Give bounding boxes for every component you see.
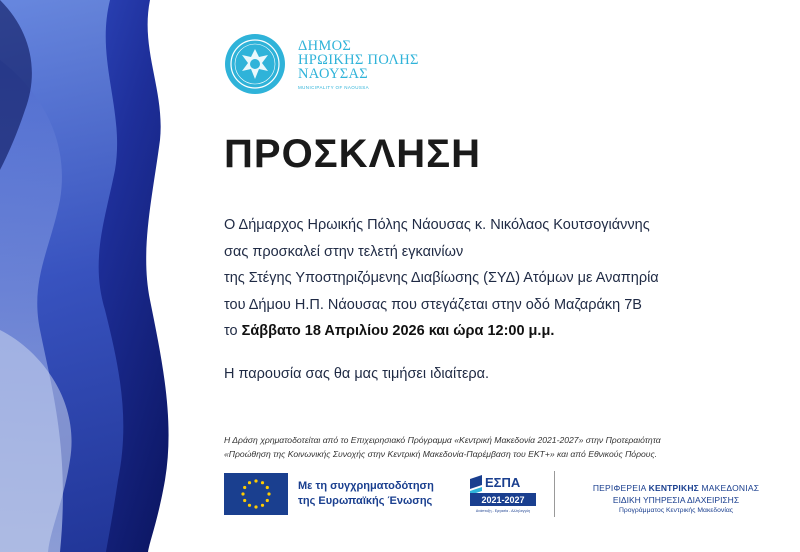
espa-tagline: Ανάπτυξη - Εργασία - Αλληλεγγύη xyxy=(475,509,531,513)
eu-cofunding-text xyxy=(298,479,434,509)
region-suffix: ΜΑΚΕΔΟΝΙΑΣ xyxy=(701,483,760,493)
region-bold: ΚΕΝΤΡΙΚΗΣ xyxy=(648,483,699,493)
funding-note-line-1: Η Δράση χρηματοδοτείται από το Επιχειρησιακό Πρόγραμμα «Κεντρική Μακεδονία 2021-2027» στην Προτεραιότητα xyxy=(224,435,661,445)
region-authority xyxy=(568,483,784,514)
managing-authority: ΕΙΔΙΚΗ ΥΠΗΡΕΣΙΑ ΔΙΑΧΕΙΡΙΣΗΣ xyxy=(612,495,740,505)
invitation-title: ΠΡΟΣΚΛΗΣΗ xyxy=(224,132,482,176)
invitation-closing: Η παρουσία σας θα μας τιμήσει ιδιαίτερα. xyxy=(224,366,490,382)
municipality-name-line-1: ΔΗΜΟΣ xyxy=(298,38,352,54)
invitation-body xyxy=(224,212,784,345)
municipality-name-line-2: ΗΡΩΙΚΗΣ ΠΟΛΗΣ xyxy=(298,52,419,68)
espa-logo xyxy=(468,473,538,515)
espa-years: 2021-2027 xyxy=(481,495,525,505)
event-date: Σάββατο 18 Απριλίου 2026 και ώρα 12:00 μ.μ. xyxy=(241,323,555,339)
region-name xyxy=(568,483,784,493)
funding-note-line-2: «Προώθηση της Κοινωνικής Συνοχής στην Κεντρική Μακεδονία-Παρέμβαση του ΕΚΤ+» και από Εθνικούς Πόρους. xyxy=(224,449,658,459)
espa-title: ΕΣΠΑ xyxy=(485,475,521,490)
invitation-line-4: του Δήμου Η.Π. Νάουσας που στεγάζεται στην οδό Μαζαράκη 7Β xyxy=(224,296,642,313)
invitation-line-3: της Στέγης Υποστηριζόμενης Διαβίωσης (ΣΥΔ) Ατόμων με Αναπηρία xyxy=(224,270,659,286)
eu-flag-icon xyxy=(224,473,288,515)
municipality-subtitle: MUNICIPALITY OF NAOUSSA xyxy=(298,85,370,90)
municipality-logo xyxy=(224,33,474,95)
funding-logos-footer xyxy=(224,471,784,517)
municipality-name-line-3: ΝΑΟΥΣΑΣ xyxy=(298,66,369,82)
footer-divider xyxy=(554,471,555,517)
municipality-seal-icon xyxy=(224,33,286,95)
eu-cofunding-line-1: Με τη συγχρηματοδότηση xyxy=(298,480,434,492)
date-prefix: το xyxy=(224,323,238,339)
invitation-line-2: σας προσκαλεί στην τελετή εγκαινίων xyxy=(224,243,464,260)
invitation-line-1: Ο Δήμαρχος Ηρωικής Πόλης Νάουσας κ. Νικόλαος Κουτσογιάννης xyxy=(224,217,650,233)
eu-cofunding-line-2: της Ευρωπαϊκής Ένωσης xyxy=(298,495,433,507)
funding-note xyxy=(224,433,784,461)
programme-name: Προγράμματος Κεντρικής Μακεδονίας xyxy=(618,507,734,514)
region-prefix: ΠΕΡΙΦΕΡΕΙΑ xyxy=(592,483,647,493)
invitation-date-line xyxy=(224,318,784,345)
municipality-name xyxy=(298,39,419,81)
